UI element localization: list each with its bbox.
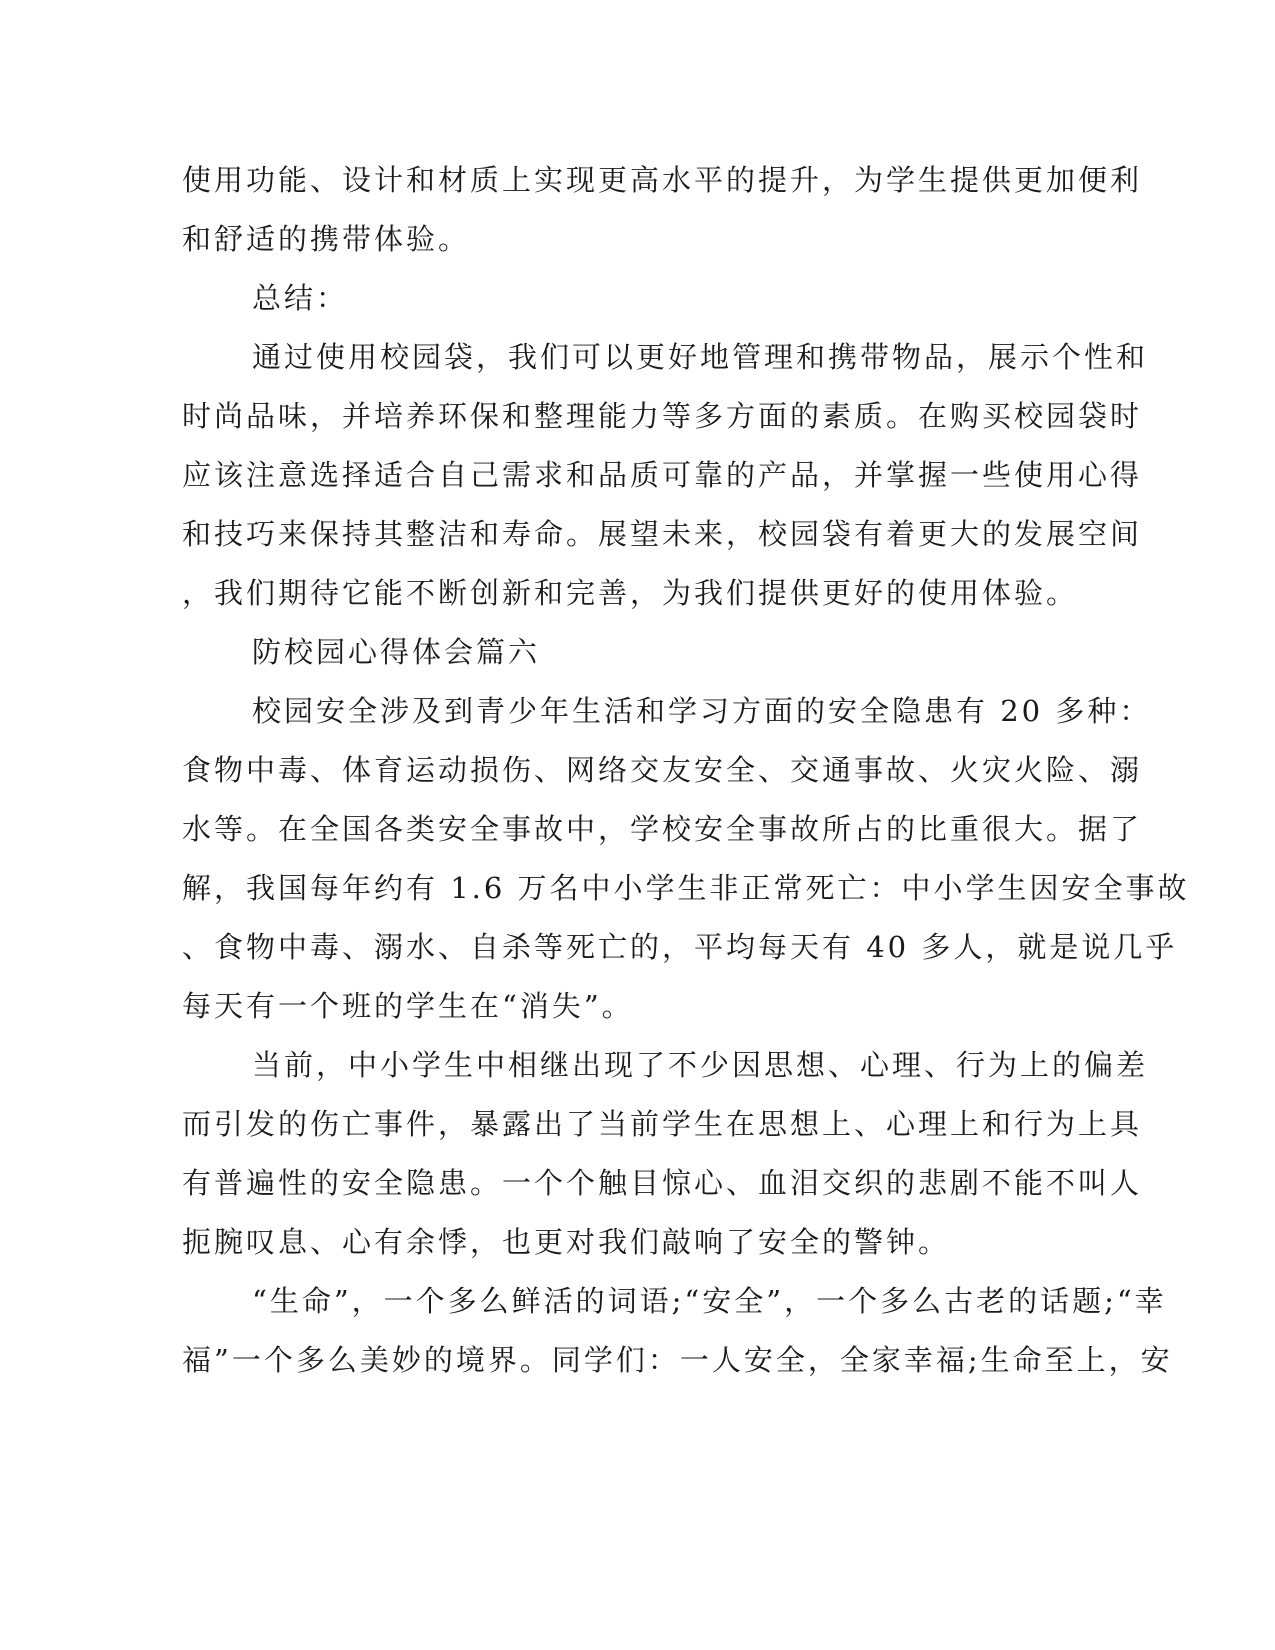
paragraph-line: 通过使用校园袋，我们可以更好地管理和携带物品，展示个性和 (252, 340, 1149, 374)
paragraph-line: 时尚品味，并培养环保和整理能力等多方面的素质。在购买校园袋时 (182, 399, 1143, 433)
paragraph-line: 校园安全涉及到青少年生活和学习方面的安全隐患有 20 多种： (252, 694, 1152, 728)
paragraph-line: 使用功能、设计和材质上实现更高水平的提升，为学生提供更加便利 (182, 163, 1143, 197)
paragraph-line: “生命”，一个多么鲜活的词语;“安全”，一个多么古老的话题;“幸 (252, 1284, 1167, 1318)
paragraph-line: 每天有一个班的学生在“消失”。 (182, 989, 634, 1023)
paragraph-line: 扼腕叹息、心有余悸，也更对我们敲响了安全的警钟。 (182, 1225, 951, 1259)
section-heading: 防校园心得体会篇六 (252, 635, 541, 669)
paragraph-line: 而引发的伤亡事件，暴露出了当前学生在思想上、心理上和行为上具 (182, 1107, 1143, 1141)
paragraph-line: ，我们期待它能不断创新和完善，为我们提供更好的使用体验。 (182, 576, 1079, 610)
section-heading: 总结： (252, 281, 349, 315)
paragraph-line: 解，我国每年约有 1.6 万名中小学生非正常死亡：中小学生因安全事故 (182, 871, 1190, 905)
paragraph-line: 有普遍性的安全隐患。一个个触目惊心、血泪交织的悲剧不能不叫人 (182, 1166, 1143, 1200)
paragraph-line: 食物中毒、体育运动损伤、网络交友安全、交通事故、火灾火险、溺 (182, 753, 1143, 787)
paragraph-line: 和舒适的携带体验。 (182, 222, 471, 256)
paragraph-line: 、食物中毒、溺水、自杀等死亡的，平均每天有 40 多人，就是说几乎 (182, 930, 1178, 964)
paragraph-line: 福”一个多么美妙的境界。同学们：一人安全，全家幸福;生命至上，安 (182, 1343, 1173, 1377)
paragraph-line: 和技巧来保持其整洁和寿命。展望未来，校园袋有着更大的发展空间 (182, 517, 1143, 551)
paragraph-line: 当前，中小学生中相继出现了不少因思想、心理、行为上的偏差 (252, 1048, 1149, 1082)
paragraph-line: 水等。在全国各类安全事故中，学校安全事故所占的比重很大。据了 (182, 812, 1143, 846)
paragraph-line: 应该注意选择适合自己需求和品质可靠的产品，并掌握一些使用心得 (182, 458, 1143, 492)
